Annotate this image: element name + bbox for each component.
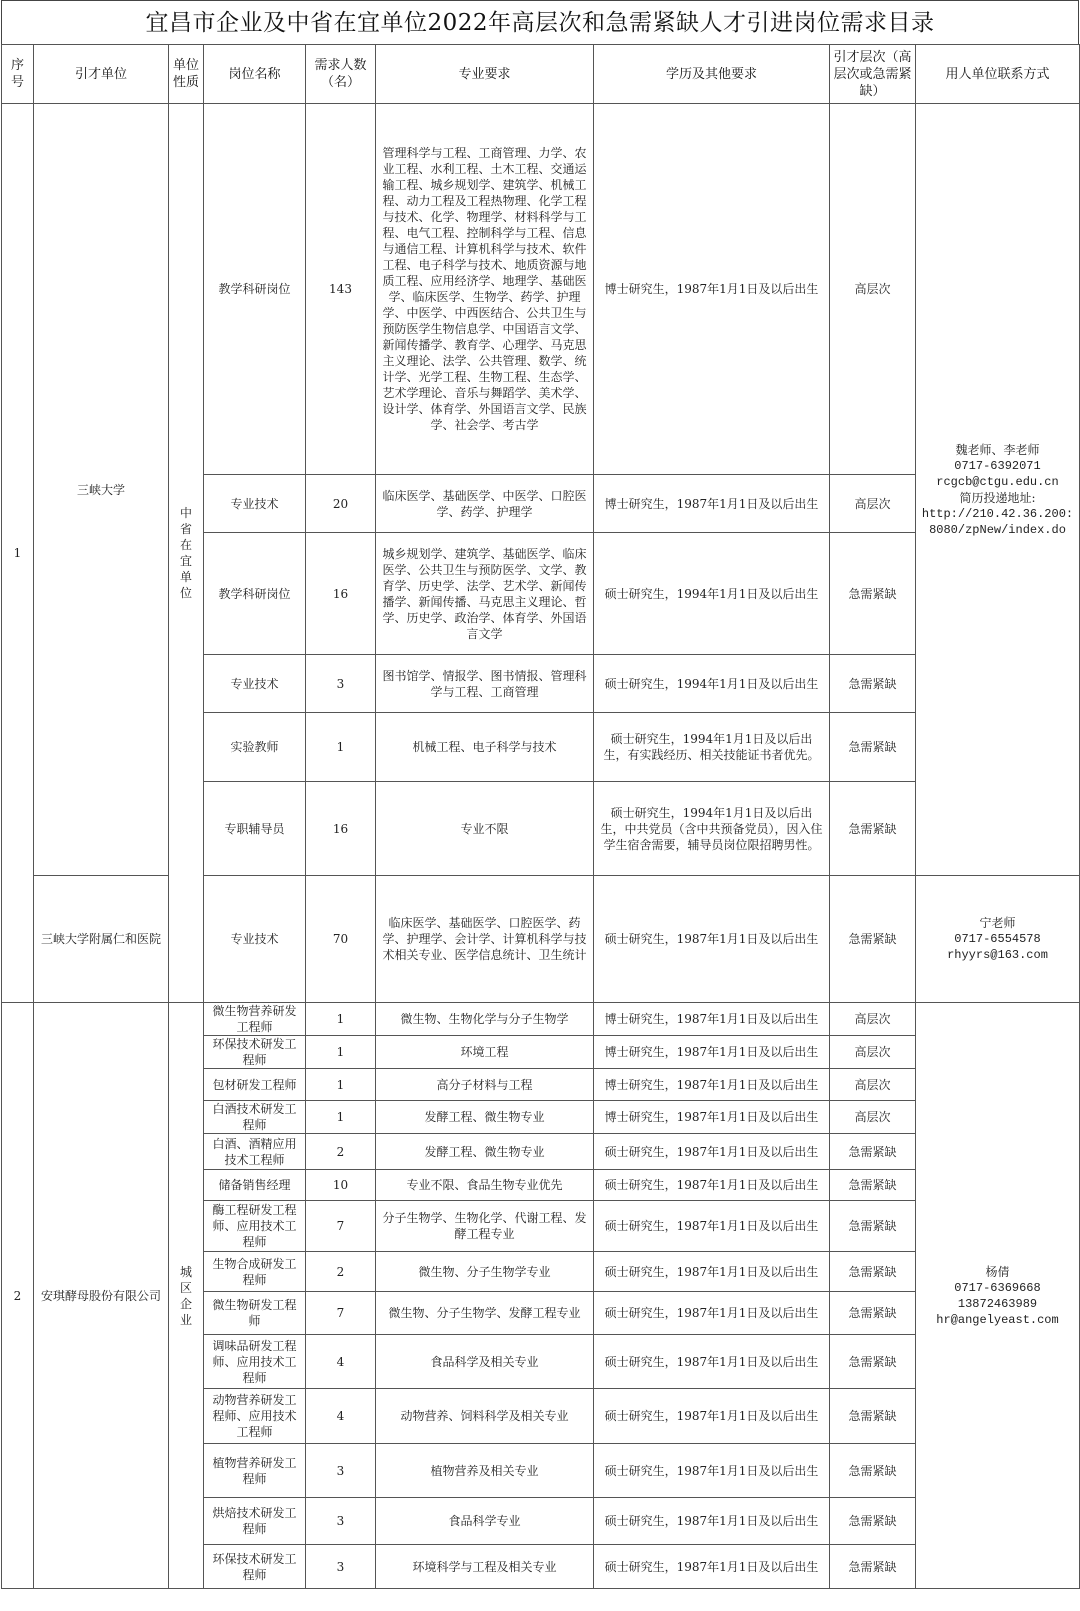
demand-count: 20 xyxy=(306,475,376,533)
demand-count: 1 xyxy=(306,1101,376,1134)
contact-line: http://210.42.36.200:8080/zpNew/index.do xyxy=(921,506,1074,537)
talent-level: 高层次 xyxy=(830,1036,916,1069)
table-row xyxy=(2,876,1080,1003)
education-requirement: 硕士研究生，1987年1月1日及以后出生 xyxy=(594,1252,830,1292)
position-name: 储备销售经理 xyxy=(204,1170,306,1201)
position-name: 烘焙技术研发工程师 xyxy=(204,1498,306,1545)
talent-level: 急需紧缺 xyxy=(830,1335,916,1389)
major-requirement: 管理科学与工程、工商管理、力学、农业工程、水利工程、土木工程、交通运输工程、城乡规划学、建筑学、机械工程、动力工程及工程热物理、化学工程与技术、化学、物理学、材料科学与工程、电气工程、控制科学与工程、信息与通信工程、计算机科学与技术、软件工程、电子科学与技术、地质资源与地质工程、应用经济学、地理学、基础医学、临床医学、生物学、药学、护理学、中医学、中西医结合、公共卫生与预防医学生物信息学、中国语言文学、新闻传播学、教育学、心理学、马克思主义理论、法学、公共管理、数学、统计学、光学工程、生物工程、生态学、艺术学理论、音乐与舞蹈学、美术学、设计学、体育学、外国语言文学、民族学、社会学、考古学 xyxy=(376,104,594,475)
talent-level: 急需紧缺 xyxy=(830,1292,916,1335)
position-name: 环保技术研发工程师 xyxy=(204,1545,306,1589)
demand-count: 1 xyxy=(306,1069,376,1101)
position-name: 白酒技术研发工程师 xyxy=(204,1101,306,1134)
major-requirement: 食品科学专业 xyxy=(376,1498,594,1545)
demand-count: 3 xyxy=(306,1444,376,1498)
position-name: 教学科研岗位 xyxy=(204,533,306,655)
row-seq: 1 xyxy=(2,104,34,1003)
position-name: 专职辅导员 xyxy=(204,782,306,876)
position-name: 专业技术 xyxy=(204,475,306,533)
demand-count: 2 xyxy=(306,1252,376,1292)
education-requirement: 硕士研究生，1987年1月1日及以后出生 xyxy=(594,876,830,1003)
position-name: 环保技术研发工程师 xyxy=(204,1036,306,1069)
employer-name: 安琪酵母股份有限公司 xyxy=(34,1003,169,1589)
demand-count: 1 xyxy=(306,1036,376,1069)
talent-level: 急需紧缺 xyxy=(830,1498,916,1545)
education-requirement: 博士研究生，1987年1月1日及以后出生 xyxy=(594,1003,830,1036)
education-requirement: 硕士研究生，1987年1月1日及以后出生 xyxy=(594,1201,830,1252)
major-requirement: 环境工程 xyxy=(376,1036,594,1069)
contact-line: 杨倩 xyxy=(985,1264,1010,1279)
demand-count: 3 xyxy=(306,1498,376,1545)
demand-count: 16 xyxy=(306,533,376,655)
education-requirement: 硕士研究生，1994年1月1日及以后出生 xyxy=(594,655,830,713)
education-requirement: 博士研究生，1987年1月1日及以后出生 xyxy=(594,104,830,475)
major-requirement: 环境科学与工程及相关专业 xyxy=(376,1545,594,1589)
talent-level: 急需紧缺 xyxy=(830,533,916,655)
employer-name: 三峡大学附属仁和医院 xyxy=(34,876,169,1003)
position-name: 酶工程研发工程师、应用技术工程师 xyxy=(204,1201,306,1252)
talent-level: 高层次 xyxy=(830,1069,916,1101)
demand-count: 4 xyxy=(306,1335,376,1389)
employer-contact xyxy=(916,104,1080,876)
document-title: 宜昌市企业及中省在宜单位2022年高层次和急需紧缺人才引进岗位需求目录 xyxy=(1,0,1079,44)
table-row xyxy=(2,1003,1080,1036)
contact-line: 0717-6369668 xyxy=(954,1280,1041,1295)
demand-count: 3 xyxy=(306,1545,376,1589)
header-major: 专业要求 xyxy=(376,45,594,104)
header-level: 引才层次（高层次或急需紧缺） xyxy=(830,45,916,104)
demand-count: 70 xyxy=(306,876,376,1003)
position-name: 包材研发工程师 xyxy=(204,1069,306,1101)
talent-level: 急需紧缺 xyxy=(830,782,916,876)
table-row xyxy=(2,104,1080,475)
header-row xyxy=(2,45,1080,104)
talent-level: 高层次 xyxy=(830,104,916,475)
talent-level: 急需紧缺 xyxy=(830,876,916,1003)
talent-level: 急需紧缺 xyxy=(830,1444,916,1498)
talent-level: 急需紧缺 xyxy=(830,1545,916,1589)
contact-line: 13872463989 xyxy=(957,1296,1038,1311)
demand-count: 3 xyxy=(306,655,376,713)
major-requirement: 微生物、分子生物学、发酵工程专业 xyxy=(376,1292,594,1335)
position-name: 微生物研发工程师 xyxy=(204,1292,306,1335)
major-requirement: 临床医学、基础医学、口腔医学、药学、护理学、会计学、计算机科学与技术相关专业、医学信息统计、卫生统计 xyxy=(376,876,594,1003)
education-requirement: 硕士研究生，1987年1月1日及以后出生 xyxy=(594,1498,830,1545)
employer-name: 三峡大学 xyxy=(34,104,169,876)
employer-nature: 城区企业 xyxy=(169,1003,204,1589)
header-edu: 学历及其他要求 xyxy=(594,45,830,104)
employer-contact xyxy=(916,1003,1080,1589)
position-name: 植物营养研发工程师 xyxy=(204,1444,306,1498)
major-requirement: 机械工程、电子科学与技术 xyxy=(376,713,594,782)
education-requirement: 硕士研究生，1987年1月1日及以后出生 xyxy=(594,1444,830,1498)
position-name: 专业技术 xyxy=(204,876,306,1003)
demand-count: 4 xyxy=(306,1389,376,1444)
major-requirement: 发酵工程、微生物专业 xyxy=(376,1134,594,1170)
position-name: 实验教师 xyxy=(204,713,306,782)
education-requirement: 硕士研究生，1987年1月1日及以后出生 xyxy=(594,1170,830,1201)
major-requirement: 动物营养、饲料科学及相关专业 xyxy=(376,1389,594,1444)
position-name: 调味品研发工程师、应用技术工程师 xyxy=(204,1335,306,1389)
header-seq: 序号 xyxy=(2,45,34,104)
demand-count: 7 xyxy=(306,1201,376,1252)
header-nature: 单位性质 xyxy=(169,45,204,104)
demand-count: 1 xyxy=(306,1003,376,1036)
education-requirement: 硕士研究生，1994年1月1日及以后出生，有实践经历、相关技能证书者优先。 xyxy=(594,713,830,782)
employer-nature: 中省在宜单位 xyxy=(169,104,204,1003)
major-requirement: 微生物、生物化学与分子生物学 xyxy=(376,1003,594,1036)
education-requirement: 硕士研究生，1987年1月1日及以后出生 xyxy=(594,1545,830,1589)
position-name: 教学科研岗位 xyxy=(204,104,306,475)
position-name: 白酒、酒精应用技术工程师 xyxy=(204,1134,306,1170)
position-name: 微生物营养研发工程师 xyxy=(204,1003,306,1036)
major-requirement: 专业不限 xyxy=(376,782,594,876)
contact-line: rhyyrs@163.com xyxy=(947,948,1048,962)
major-requirement: 临床医学、基础医学、中医学、口腔医学、药学、护理学 xyxy=(376,475,594,533)
position-name: 生物合成研发工程师 xyxy=(204,1252,306,1292)
demand-count: 10 xyxy=(306,1170,376,1201)
talent-level: 高层次 xyxy=(830,475,916,533)
talent-level: 急需紧缺 xyxy=(830,1134,916,1170)
talent-level: 急需紧缺 xyxy=(830,655,916,713)
contact-line: hr@angelyeast.com xyxy=(936,1312,1059,1327)
major-requirement: 植物营养及相关专业 xyxy=(376,1444,594,1498)
demand-count: 7 xyxy=(306,1292,376,1335)
major-requirement: 专业不限、食品生物专业优先 xyxy=(376,1170,594,1201)
talent-level: 急需紧缺 xyxy=(830,713,916,782)
talent-level: 高层次 xyxy=(830,1101,916,1134)
education-requirement: 博士研究生，1987年1月1日及以后出生 xyxy=(594,1036,830,1069)
contact-line: 0717-6392071 xyxy=(954,458,1041,473)
table-body xyxy=(2,104,1080,1589)
major-requirement: 高分子材料与工程 xyxy=(376,1069,594,1101)
education-requirement: 硕士研究生，1987年1月1日及以后出生 xyxy=(594,1389,830,1444)
major-requirement: 微生物、分子生物学专业 xyxy=(376,1252,594,1292)
demand-count: 2 xyxy=(306,1134,376,1170)
header-position: 岗位名称 xyxy=(204,45,306,104)
major-requirement: 食品科学及相关专业 xyxy=(376,1335,594,1389)
contact-line: rcgcb@ctgu.edu.cn xyxy=(936,474,1059,489)
job-demand-table xyxy=(1,44,1080,1589)
talent-level: 高层次 xyxy=(830,1003,916,1036)
header-count: 需求人数（名） xyxy=(306,45,376,104)
position-name: 动物营养研发工程师、应用技术工程师 xyxy=(204,1389,306,1444)
contact-line: 宁老师 xyxy=(979,916,1016,930)
education-requirement: 博士研究生，1987年1月1日及以后出生 xyxy=(594,1101,830,1134)
major-requirement: 图书馆学、情报学、图书情报、管理科学与工程、工商管理 xyxy=(376,655,594,713)
header-contact: 用人单位联系方式 xyxy=(916,45,1080,104)
education-requirement: 博士研究生，1987年1月1日及以后出生 xyxy=(594,1069,830,1101)
education-requirement: 硕士研究生，1994年1月1日及以后出生，中共党员（含中共预备党员），因入住学生宿舍需要，辅导员岗位限招聘男性。 xyxy=(594,782,830,876)
major-requirement: 发酵工程、微生物专业 xyxy=(376,1101,594,1134)
header-unit: 引才单位 xyxy=(34,45,169,104)
major-requirement: 城乡规划学、建筑学、基础医学、临床医学、公共卫生与预防医学、文学、教育学、历史学、法学、艺术学、新闻传播学、新闻传播、马克思主义理论、哲学、历史学、政治学、体育学、外国语言文学 xyxy=(376,533,594,655)
talent-level: 急需紧缺 xyxy=(830,1389,916,1444)
row-seq: 2 xyxy=(2,1003,34,1589)
contact-line: 魏老师、李老师 xyxy=(955,442,1040,457)
talent-level: 急需紧缺 xyxy=(830,1252,916,1292)
education-requirement: 硕士研究生，1987年1月1日及以后出生 xyxy=(594,1134,830,1170)
contact-line: 0717-6554578 xyxy=(954,932,1041,946)
demand-count: 16 xyxy=(306,782,376,876)
position-name: 专业技术 xyxy=(204,655,306,713)
education-requirement: 硕士研究生，1987年1月1日及以后出生 xyxy=(594,1335,830,1389)
education-requirement: 硕士研究生，1994年1月1日及以后出生 xyxy=(594,533,830,655)
major-requirement: 分子生物学、生物化学、代谢工程、发酵工程专业 xyxy=(376,1201,594,1252)
education-requirement: 硕士研究生，1987年1月1日及以后出生 xyxy=(594,1292,830,1335)
demand-count: 143 xyxy=(306,104,376,475)
demand-count: 1 xyxy=(306,713,376,782)
contact-line: 简历投递地址: xyxy=(959,490,1036,505)
education-requirement: 博士研究生，1987年1月1日及以后出生 xyxy=(594,475,830,533)
talent-level: 急需紧缺 xyxy=(830,1201,916,1252)
talent-level: 急需紧缺 xyxy=(830,1170,916,1201)
employer-contact xyxy=(916,876,1080,1003)
